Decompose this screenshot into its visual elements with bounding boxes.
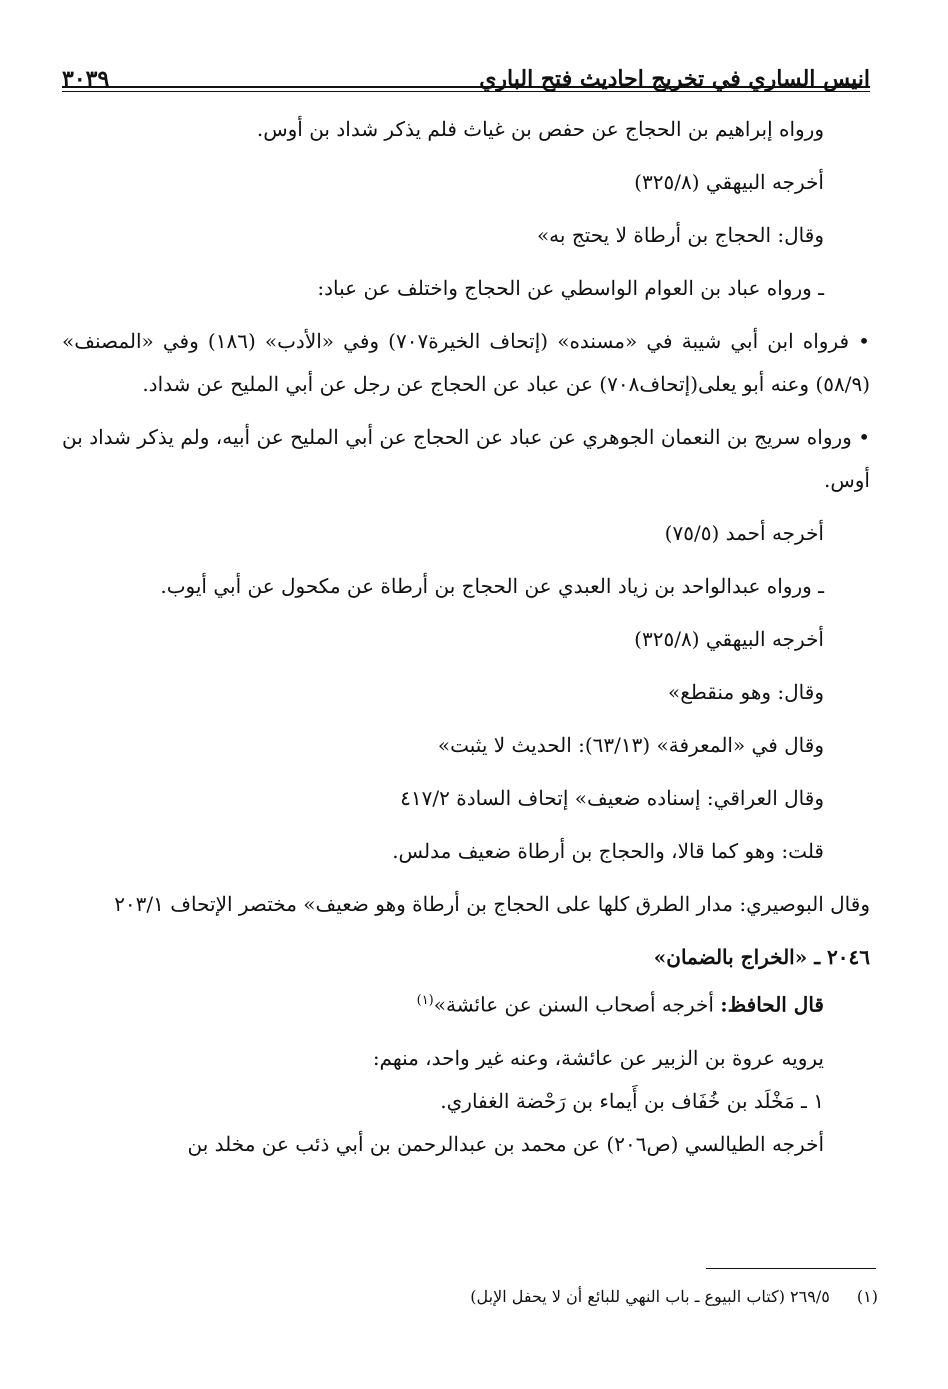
footnote-rule xyxy=(706,1268,876,1269)
hadith-heading: ٢٠٤٦ ـ «الخراج بالضمان» xyxy=(653,945,870,969)
paragraph: أخرجه البيهقي (٣٢٥/٨) xyxy=(634,627,824,651)
paragraph: • ورواه سريج بن النعمان الجوهري عن عباد عن الحجاج عن أبي المليح عن أبيه، ولم يذكر شداد بن أوس. xyxy=(62,425,870,492)
page-number: ٣٠٣٩ xyxy=(62,66,110,92)
hafiz-label: قال الحافظ: xyxy=(720,992,824,1017)
hafiz-paragraph xyxy=(62,979,870,1027)
paragraph: أخرجه أحمد (٧٥/٥) xyxy=(664,521,824,545)
main-text xyxy=(62,108,870,1166)
footnote xyxy=(62,1283,878,1311)
paragraph: قلت: وهو كما قالا، والحجاج بن أرطاة ضعيف مدلس. xyxy=(392,839,824,863)
paragraph: أخرجه الطيالسي (ص٢٠٦) عن محمد بن عبدالرحمن بن أبي ذئب عن مخلد بن xyxy=(187,1131,824,1156)
paragraph: ـ ورواه عباد بن العوام الواسطي عن الحجاج واختلف عن عباد: xyxy=(317,276,824,300)
header-rule-thin xyxy=(62,91,870,92)
paragraph: وقال: وهو منقطع» xyxy=(668,680,824,704)
paragraph: يرويه عروة بن الزبير عن عائشة، وعنه غير واحد، منهم: xyxy=(372,1045,824,1070)
book-title: انيس الساري في تخريج احاديث فتح الباري xyxy=(479,66,870,92)
header-rule xyxy=(62,86,870,88)
paragraph: وقال: الحجاج بن أرطاة لا يحتج به» xyxy=(536,223,824,247)
paragraph: وقال في «المعرفة» (٦٣/١٣): الحديث لا يثبت» xyxy=(437,733,824,757)
paragraph: وقال العراقي: إسناده ضعيف» إتحاف السادة ٤١٧/٢ xyxy=(400,786,824,810)
paragraph: ورواه إبراهيم بن الحجاج عن حفص بن غياث فلم يذكر شداد بن أوس. xyxy=(256,117,824,141)
footnote-ref: (١) xyxy=(416,993,434,1008)
footnote-text: ٢٦٩/٥ (كتاب البيوع ـ باب النهي للبائع أن لا يحفل الإبل) xyxy=(470,1287,830,1306)
footnote-number: (١) xyxy=(856,1287,878,1306)
paragraph: ١ ـ مَخْلَد بن خُفَاف بن أَيماء بن رَحْضة الغفاري. xyxy=(440,1088,824,1113)
hafiz-text: أخرجه أصحاب السنن عن عائشة» xyxy=(433,992,721,1017)
paragraph: أخرجه البيهقي (٣٢٥/٨) xyxy=(634,170,824,194)
paragraph: وقال البوصيري: مدار الطرق كلها على الحجاج بن أرطاة وهو ضعيف» مختصر الإتحاف ٢٠٣/١ xyxy=(114,892,870,916)
paragraph: • فرواه ابن أبي شيبة في «مسنده» (إتحاف الخيرة٧٠٧) وفي «الأدب» (١٨٦) وفي «المصنف» (٥٨/٩) وعنه أبو يعلى(إتحاف٧٠٨) عن عباد عن الحجاج عن رجل عن أبي المليح عن شداد. xyxy=(62,329,870,396)
paragraph: ـ ورواه عبدالواحد بن زياد العبدي عن الحجاج بن أرطاة عن مكحول عن أبي أيوب. xyxy=(160,574,824,598)
